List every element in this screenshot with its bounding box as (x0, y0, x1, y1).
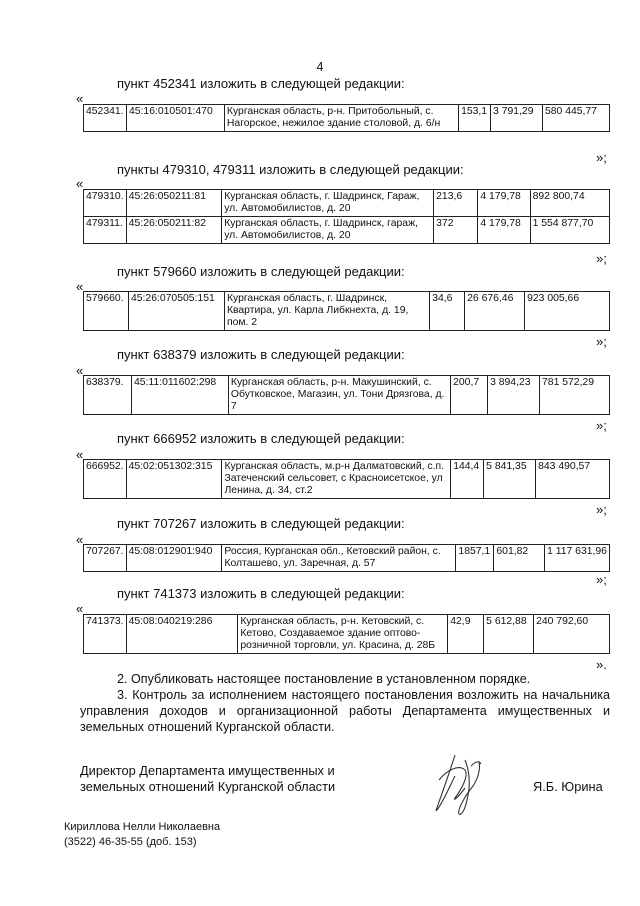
page-number: 4 (316, 60, 324, 74)
table-row (84, 292, 610, 331)
cell-cadastral: 45:26:050211:81 (126, 190, 221, 217)
record-table (83, 291, 610, 331)
cell-value: 1 117 631,96 (545, 545, 610, 572)
record-table (83, 189, 610, 244)
cell-cadastral: 45:08:012901:940 (126, 545, 222, 572)
cell-cadastral: 45:11:011602:298 (131, 376, 228, 415)
cell-value: 781 572,29 (540, 376, 610, 415)
section-heading: пункт 741373 изложить в следующей редакции: (117, 586, 405, 601)
quote-open: « (76, 176, 84, 191)
cell-area: 200,7 (451, 376, 488, 415)
cell-address: Курганская область, м.р-н Далматовский, с.п. Затеченский сельсовет, с Красноисетское, ул Ленина, д. 34, ст.2 (222, 460, 451, 499)
paragraph-2: 2. Опубликовать настоящее постановление в установленном порядке. (117, 672, 531, 686)
cell-address: Курганская область, р-н. Притобольный, с. Нагорское, нежилое здание столовой, д. 6/н (224, 105, 458, 132)
cell-rate: 4 179,78 (478, 217, 530, 244)
cell-cadastral: 45:26:070505:151 (128, 292, 224, 331)
record-table (83, 459, 610, 499)
cell-area: 213,6 (434, 190, 478, 217)
quote-close: »; (596, 150, 607, 165)
table-row (84, 105, 610, 132)
quote-close: »; (596, 418, 607, 433)
signature-mark (425, 740, 495, 825)
cell-cadastral: 45:16:010501:470 (126, 105, 224, 132)
table-row (84, 460, 610, 499)
cell-rate: 26 676,46 (465, 292, 525, 331)
section-heading: пункт 666952 изложить в следующей редакции: (117, 431, 405, 446)
table-row (84, 376, 610, 415)
cell-value: 240 792,60 (534, 615, 610, 654)
cell-area: 372 (434, 217, 478, 244)
cell-value: 892 800,74 (530, 190, 609, 217)
record-table (83, 614, 610, 654)
contact-name: Кириллова Нелли Николаевна (64, 821, 221, 833)
quote-close: »; (596, 502, 607, 517)
quote-close: »; (596, 251, 607, 266)
cell-rate: 4 179,78 (478, 190, 530, 217)
quote-open: « (76, 601, 84, 616)
cell-rate: 601,82 (494, 545, 545, 572)
cell-value: 923 005,66 (525, 292, 610, 331)
cell-cadastral: 45:08:040219:286 (126, 615, 238, 654)
cell-address: Курганская область, г. Шадринск, гараж, ул. Автомобилистов, д. 20 (222, 217, 434, 244)
table-row (84, 545, 610, 572)
paragraph-3: 3. Контроль за исполнением настоящего постановления возложить на начальника управления доходов и организационной работы Департамента имущественных и земельных отношений Курганской области. (80, 688, 610, 734)
section-heading: пункт 452341 изложить в следующей редакции: (117, 76, 405, 91)
table-row (84, 217, 610, 244)
contact-phone: (3522) 46-35-55 (доб. 153) (64, 836, 197, 848)
record-table (83, 544, 610, 572)
cell-number: 707267. (84, 545, 127, 572)
cell-rate: 5 612,88 (484, 615, 534, 654)
cell-value: 843 490,57 (536, 460, 610, 499)
cell-number: 479311. (84, 217, 127, 244)
cell-number: 479310. (84, 190, 127, 217)
record-table (83, 104, 610, 132)
section-heading: пункт 579660 изложить в следующей редакции: (117, 264, 405, 279)
cell-area: 1857,1 (456, 545, 494, 572)
cell-area: 144,4 (451, 460, 484, 499)
section-heading: пункты 479310, 479311 изложить в следующей редакции: (117, 162, 464, 177)
cell-address: Курганская область, р-н. Макушинский, с. Обутковское, Магазин, ул. Тони Дрязгова, д. 7 (228, 376, 450, 415)
quote-open: « (76, 279, 84, 294)
cell-cadastral: 45:26:050211:82 (126, 217, 221, 244)
section-heading: пункт 638379 изложить в следующей редакции: (117, 347, 405, 362)
quote-close: ». (596, 657, 607, 672)
cell-rate: 3 894,23 (488, 376, 540, 415)
cell-address: Россия, Курганская обл., Кетовский район, с. Колташево, ул. Заречная, д. 57 (222, 545, 456, 572)
contact-block (64, 820, 220, 850)
signer-name: Я.Б. Юрина (533, 779, 603, 794)
cell-number: 452341. (84, 105, 127, 132)
cell-number: 741373. (84, 615, 127, 654)
quote-open: « (76, 91, 84, 106)
quote-close: »; (596, 572, 607, 587)
quote-open: « (76, 447, 84, 462)
cell-number: 666952. (84, 460, 127, 499)
cell-value: 1 554 877,70 (530, 217, 609, 244)
table-row (84, 190, 610, 217)
cell-area: 34,6 (430, 292, 465, 331)
cell-area: 42,9 (448, 615, 484, 654)
quote-open: « (76, 532, 84, 547)
cell-number: 579660. (84, 292, 129, 331)
cell-address: Курганская область, г. Шадринск, Квартира, ул. Карла Либкнехта, д. 19, пом. 2 (224, 292, 429, 331)
cell-address: Курганская область, р-н. Кетовский, с. Кетово, Создаваемое здание оптово-розничной торговли, ул. Красина, д. 28Б (238, 615, 448, 654)
cell-area: 153,1 (459, 105, 491, 132)
record-table (83, 375, 610, 415)
section-heading: пункт 707267 изложить в следующей редакции: (117, 516, 405, 531)
cell-rate: 5 841,35 (484, 460, 536, 499)
cell-value: 580 445,77 (543, 105, 610, 132)
table-row (84, 615, 610, 654)
director-title: Директор Департамента имущественных и земельных отношений Курганской области (80, 763, 336, 794)
cell-rate: 3 791,29 (491, 105, 543, 132)
quote-open: « (76, 363, 84, 378)
quote-close: »; (596, 334, 607, 349)
cell-address: Курганская область, г. Шадринск, Гараж, ул. Автомобилистов, д. 20 (222, 190, 434, 217)
cell-cadastral: 45:02:051302:315 (126, 460, 222, 499)
cell-number: 638379. (84, 376, 132, 415)
